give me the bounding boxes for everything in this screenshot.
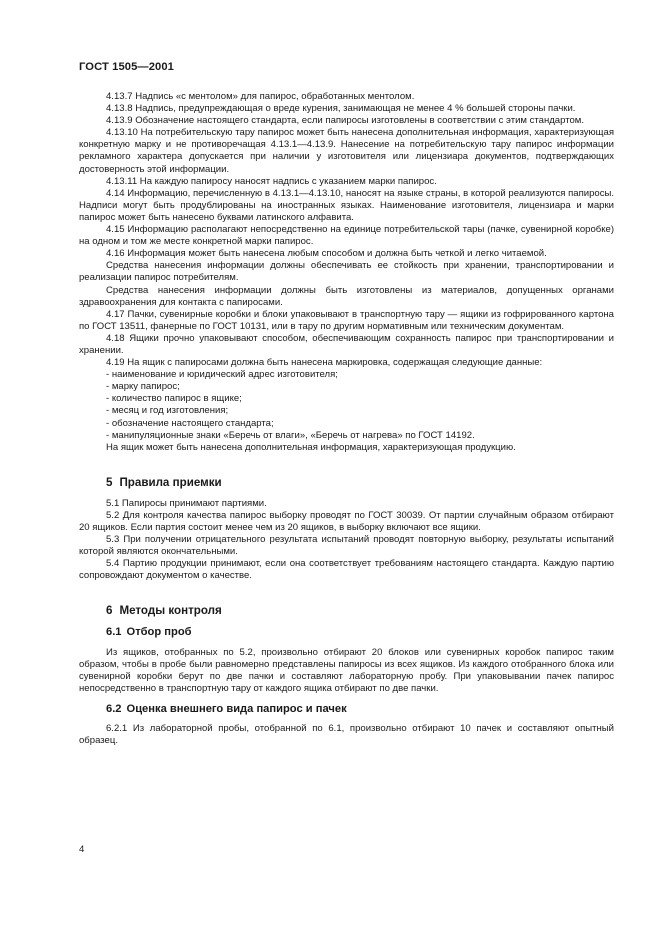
list-item: - марку папирос; bbox=[106, 381, 180, 393]
subsection-number: 6.1 bbox=[106, 626, 122, 639]
clause-4-16-paragraph-3: Средства нанесения информации должны быть изготовлены из материалов, допущенных органами здравоохранения для контакта с папиросами. bbox=[79, 284, 614, 308]
list-item: - месяц и год изготовления; bbox=[106, 405, 229, 417]
clause-4-13-7: 4.13.7 Надпись «с ментолом» для папирос, обработанных ментолом. bbox=[106, 91, 415, 102]
marking-list bbox=[79, 369, 614, 442]
clause-4-14: 4.14 Информацию, перечисленную в 4.13.1—4.13.10, наносят на языке страны, в которой реализуются папиросы. Надписи могут быть продублированы на иностранных языках. Наименование изготовителя, лицензиара и марки папирос может быть нанесено буквами латинского алфавита. bbox=[79, 187, 614, 223]
list-item: - наименование и юридический адрес изготовителя; bbox=[106, 369, 338, 381]
document-body bbox=[79, 91, 614, 747]
section-5-heading bbox=[79, 476, 614, 490]
clause-6-2-1: 6.2.1 Из лабораторной пробы, отобранной по 6.1, произвольно отбирают 10 пачек и составляют опытный образец. bbox=[79, 723, 614, 747]
subsection-number: 6.2 bbox=[106, 702, 122, 715]
document-header: ГОСТ 1505—2001 bbox=[79, 61, 175, 73]
clause-4-13-10: 4.13.10 На потребительскую тару папирос может быть нанесена дополнительная информация, характеризующая конкретную марку и не противоречащая 4.13.1—4.13.9. Нанесение на потребительскую тару папирос информации рекламного характера допускается при наличии у изготовителя или лицензиара документов, подтверждающих достоверность этой информации. bbox=[79, 127, 614, 175]
clause-5-2: 5.2 Для контроля качества папирос выборку проводят по ГОСТ 30039. От партии случайным образом отбирают 20 ящиков. Если партия состоит менее чем из 20 ящиков, в выборку включают все ящики. bbox=[79, 509, 614, 533]
clause-4-19: 4.19 На ящик с папиросами должна быть нанесена маркировка, содержащая следующие данные: bbox=[106, 357, 543, 369]
clause-4-13-9: 4.13.9 Обозначение настоящего стандарта, если папиросы изготовлены в соответствии с этим стандартом. bbox=[106, 115, 585, 127]
subsection-title: Оценка внешнего вида папирос и пачек bbox=[126, 702, 347, 715]
clause-4-17: 4.17 Пачки, сувенирные коробки и блоки упаковывают в транспортную тару — ящики из гофрированного картона по ГОСТ 13511, фанерные по ГОСТ 10131, или в тару по другим нормативным или техническим документам. bbox=[79, 308, 614, 332]
clause-4-18: 4.18 Ящики прочно упаковывают способом, обеспечивающим сохранность папирос при транспортировании и хранении. bbox=[79, 332, 614, 356]
clause-4-13-8: 4.13.8 Надпись, предупреждающая о вреде курения, занимающая не менее 4 % большей стороны пачки. bbox=[106, 103, 576, 115]
subsection-6-1-heading bbox=[79, 626, 614, 638]
clause-4-16-paragraph-2: Средства нанесения информации должны обеспечивать ее стойкость при хранении, транспортировании и реализации папирос потребителям. bbox=[79, 260, 614, 284]
clause-4-13-11: 4.13.11 На каждую папиросу наносят надпись с указанием марки папирос. bbox=[106, 175, 437, 187]
list-item: - манипуляционные знаки «Беречь от влаги», «Беречь от нагрева» по ГОСТ 14192. bbox=[106, 429, 475, 441]
list-item: - количество папирос в ящике; bbox=[106, 393, 242, 405]
clause-5-4: 5.4 Партию продукции принимают, если она соответствует требованиям настоящего стандарта. Каждую партию сопровождают документом о качестве. bbox=[79, 558, 614, 582]
section-number: 5 bbox=[106, 475, 113, 489]
clause-4-16: 4.16 Информация может быть нанесена любым способом и должна быть четкой и легко читаемой. bbox=[106, 248, 547, 260]
section-title: Правила приемки bbox=[119, 475, 222, 489]
clause-4-19-note: На ящик может быть нанесена дополнительная информация, характеризующая продукцию. bbox=[106, 441, 516, 453]
section-number: 6 bbox=[106, 604, 113, 618]
subsection-6-2-heading bbox=[79, 703, 614, 715]
clause-5-1: 5.1 Папиросы принимают партиями. bbox=[106, 497, 267, 509]
clause-6-1-text: Из ящиков, отобранных по 5.2, произвольно отбирают 20 блоков или сувенирных коробок папирос таким образом, чтобы в пробе были равномерно представлены папиросы из всех ящиков. Из каждого отобранного блока или сувенирной коробки берут по две пачки и составляют лабораторную пробу. При упаковывании пачек папирос непосредственно в транспортную тару от каждого ящика отбирают по две пачки. bbox=[79, 646, 614, 694]
page-number: 4 bbox=[79, 844, 85, 855]
clause-5-3: 5.3 При получении отрицательного результата испытаний проводят повторную выборку, результаты испытаний которой являются окончательными. bbox=[79, 534, 614, 558]
section-6-heading bbox=[79, 604, 614, 618]
clause-4-15: 4.15 Информацию располагают непосредственно на единице потребительской тары (пачке, сувенирной коробке) на одном и том же месте конкретной марки папирос. bbox=[79, 224, 614, 248]
section-title: Методы контроля bbox=[119, 604, 222, 618]
subsection-title: Отбор проб bbox=[126, 626, 192, 639]
list-item: - обозначение настоящего стандарта; bbox=[106, 417, 274, 429]
